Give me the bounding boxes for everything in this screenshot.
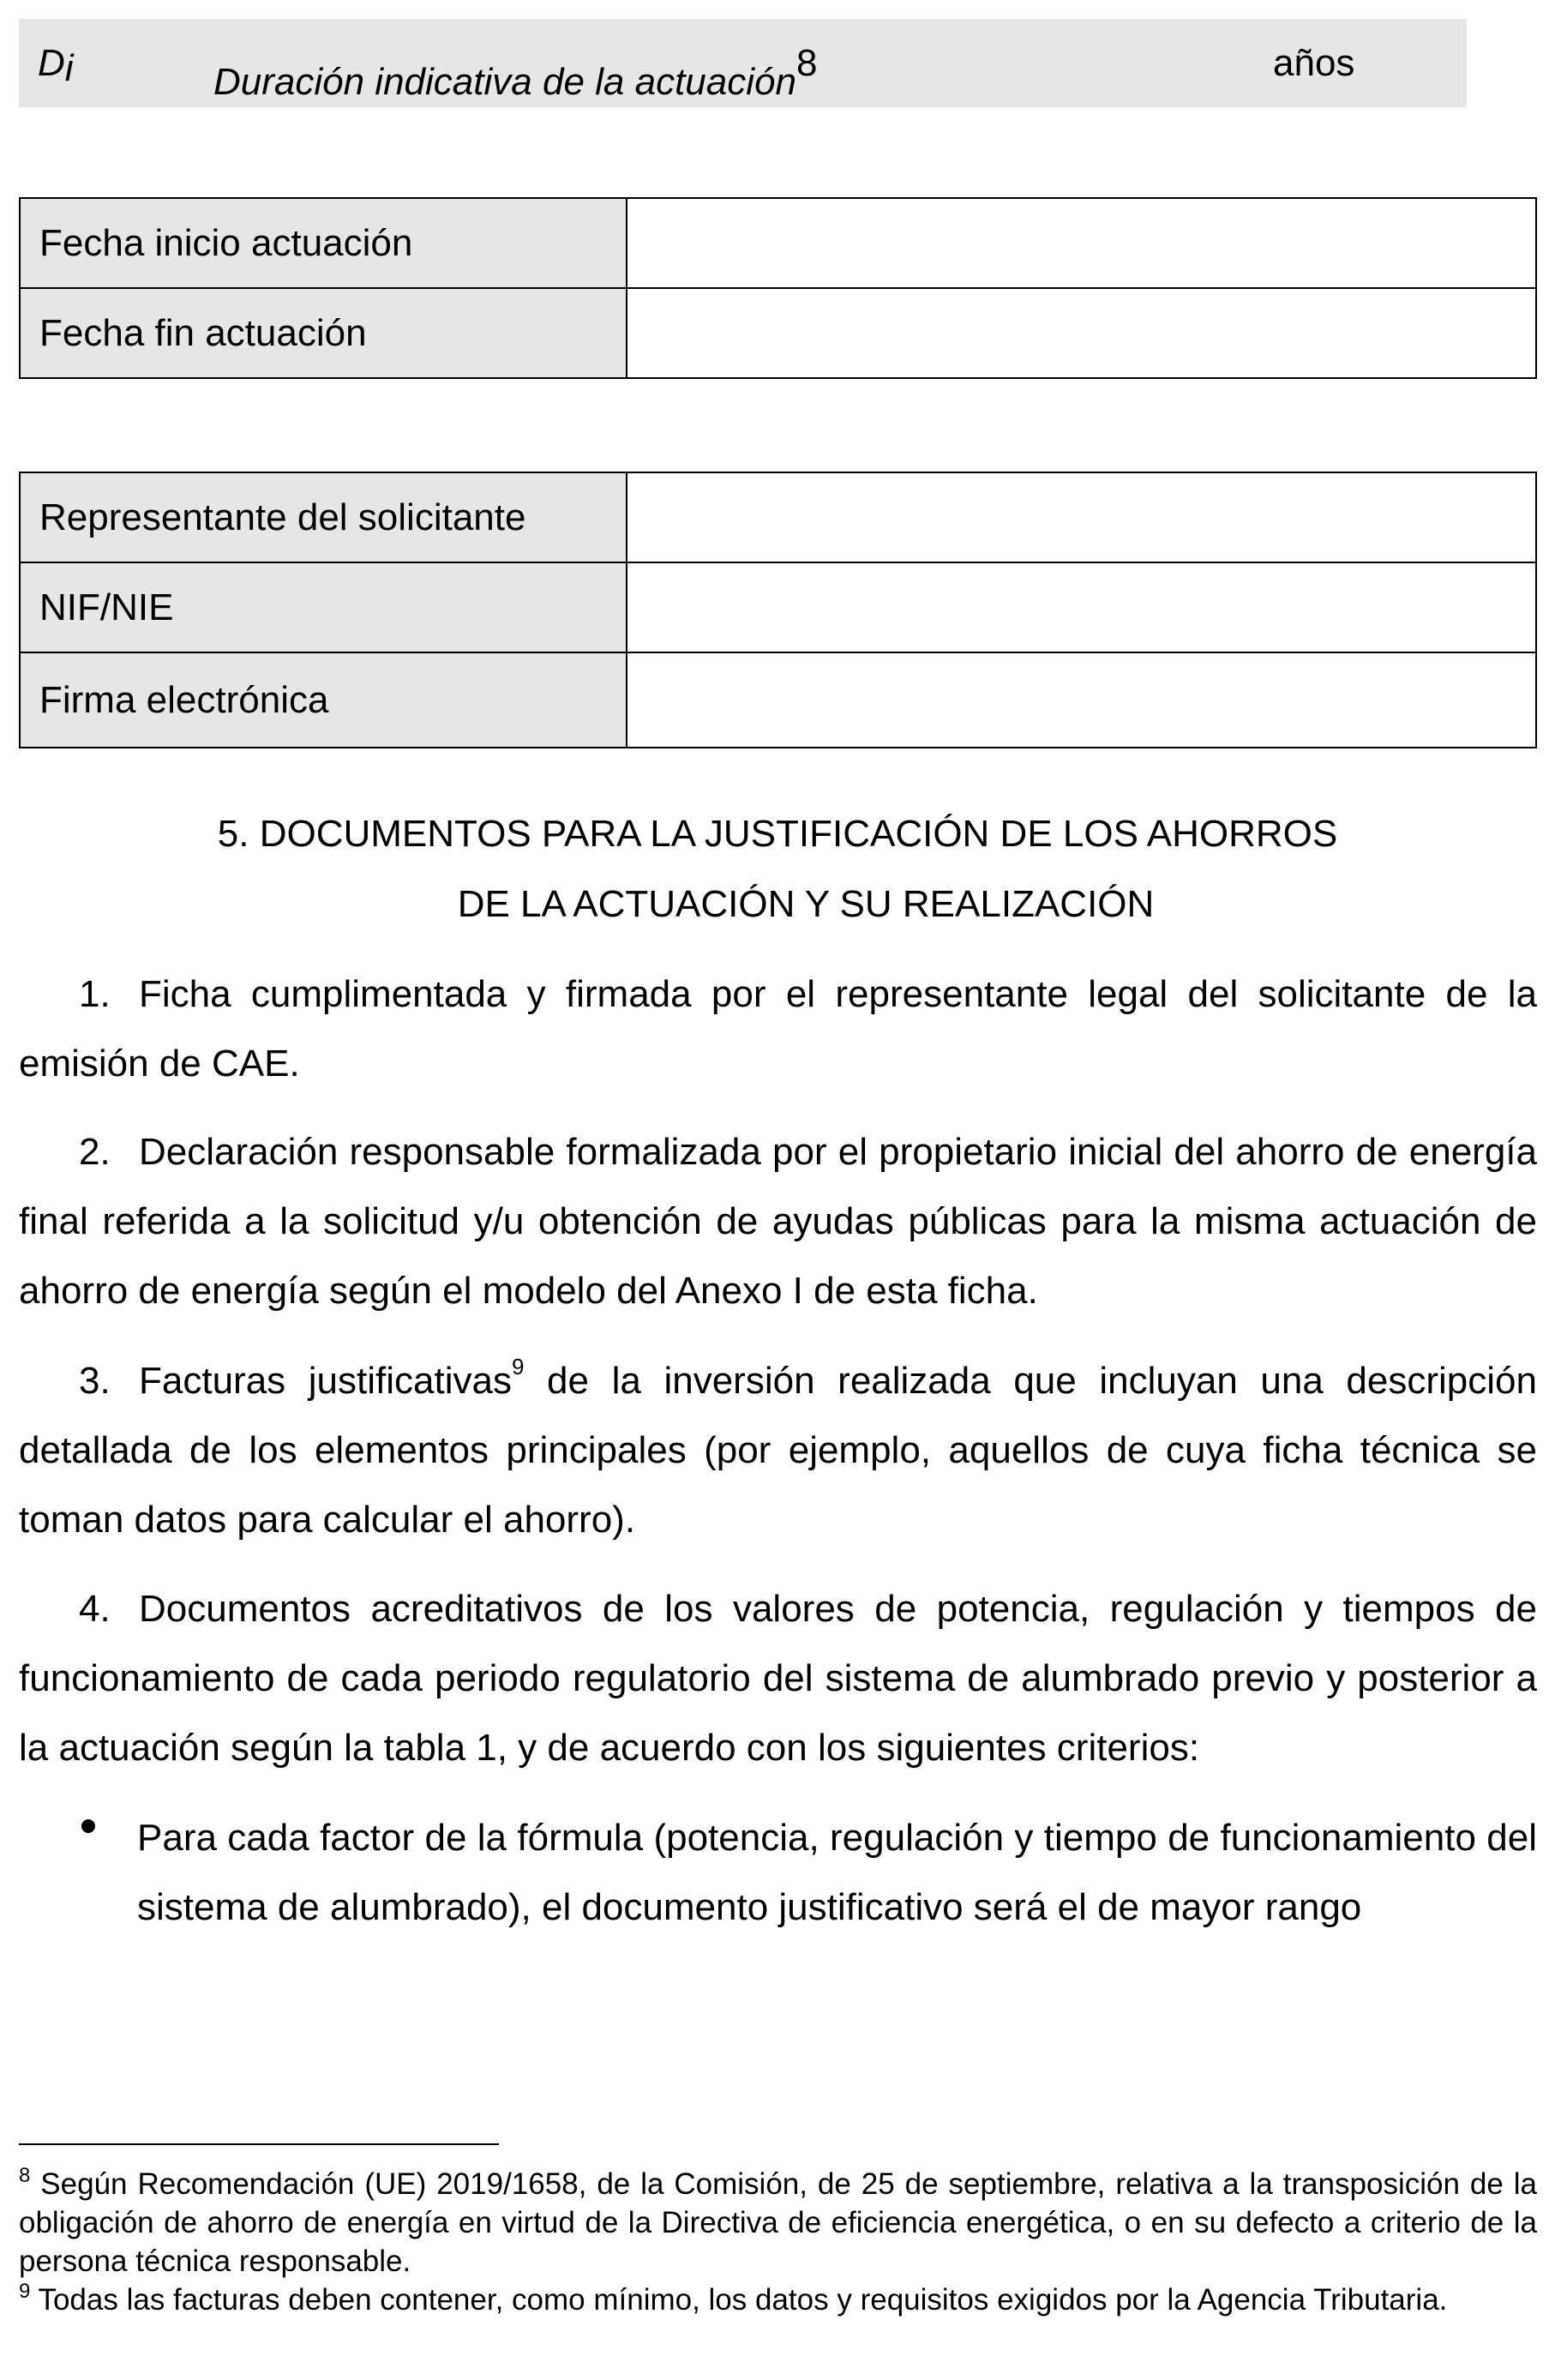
bullet-item: Para cada factor de la fórmula (potencia, regulación y tiempo de funcionamiento del sistema de alumbrado), el documento justificativo será el de mayor rango	[137, 1817, 1537, 1928]
start-date-field[interactable]	[627, 198, 1536, 288]
list-item-number: 4.	[79, 1588, 111, 1630]
list-item-number: 3.	[79, 1360, 111, 1402]
signature-field[interactable]	[627, 652, 1536, 748]
table-row	[20, 652, 1536, 748]
list-item-4	[19, 1574, 1537, 1782]
footnote-8	[19, 2165, 1537, 2281]
bullet-icon	[81, 1819, 95, 1833]
section-title-line1: 5. DOCUMENTOS PARA LA JUSTIFICACIÓN DE LOS AHORROS	[217, 813, 1338, 855]
table-row	[20, 562, 1536, 652]
list-item-text: Documentos acreditativos de los valores de potencia, regulación y tiempos de funcionamiento de cada periodo regulatorio del sistema de alumbrado previo y posterior a la actuación según la tabla 1, y de acuerdo con los siguientes criterios:	[19, 1588, 1537, 1769]
list-item-text: Declaración responsable formalizada por el propietario inicial del ahorro de energía final referida a la solicitud y/u obtención de ayudas públicas para la misma actuación de ahorro de energía según el modelo del Anexo I de esta ficha.	[19, 1131, 1537, 1312]
list-item-2	[19, 1117, 1537, 1325]
footnote-ref-8[interactable]: 8	[796, 42, 818, 84]
representative-label: Representante del solicitante	[20, 472, 627, 562]
list-item-text: Ficha cumplimentada y firmada por el representante legal del solicitante de la emisión de CAE.	[19, 973, 1537, 1085]
signature-label: Firma electrónica	[20, 652, 627, 748]
duration-symbol: Di	[38, 42, 74, 89]
footnote-number: 8	[19, 2164, 31, 2187]
table-row	[20, 472, 1536, 562]
dates-table	[19, 197, 1537, 379]
section-title-line2: DE LA ACTUACIÓN Y SU REALIZACIÓN	[457, 883, 1155, 925]
representative-table	[19, 472, 1537, 748]
footnote-text: Todas las facturas deben contener, como mínimo, los datos y requisitos exigidos por la Agencia Tributaria.	[30, 2283, 1448, 2317]
list-item-text-continued: de la inversión realizada que incluyan una descripción detallada de los elementos principales (por ejemplo, aquellos de cuya ficha técnica se toman datos para calcular el ahorro).	[19, 1360, 1537, 1541]
list-item-3	[19, 1346, 1537, 1554]
duration-row	[19, 19, 1467, 107]
footnote-9	[19, 2281, 1537, 2319]
nif-nie-field[interactable]	[627, 562, 1536, 652]
duration-unit: años	[1273, 42, 1355, 84]
table-row	[20, 288, 1536, 378]
footnote-divider	[19, 2143, 499, 2145]
list-item-1	[19, 959, 1537, 1098]
list-item-number: 1.	[79, 973, 111, 1015]
duration-symbol-subscript: i	[64, 47, 74, 89]
end-date-field[interactable]	[627, 288, 1536, 378]
end-date-label: Fecha fin actuación	[20, 288, 627, 378]
table-row	[20, 198, 1536, 288]
nif-nie-label: NIF/NIE	[20, 562, 627, 652]
footnote-number: 9	[19, 2280, 31, 2303]
footnote-text: Según Recomendación (UE) 2019/1658, de la Comisión, de 25 de septiembre, relativa a la transposición de la obligación de ahorro de energía en virtud de la Directiva de eficiencia energética, o en su defecto a criterio de la persona técnica responsable.	[19, 2167, 1537, 2278]
list-item-text: Facturas justificativas	[139, 1360, 512, 1402]
footnote-ref-9[interactable]: 9	[511, 1354, 525, 1379]
start-date-label: Fecha inicio actuación	[20, 198, 627, 288]
list-item-number: 2.	[79, 1131, 111, 1173]
representative-field[interactable]	[627, 472, 1536, 562]
duration-label: Duración indicativa de la actuación8	[213, 42, 818, 103]
